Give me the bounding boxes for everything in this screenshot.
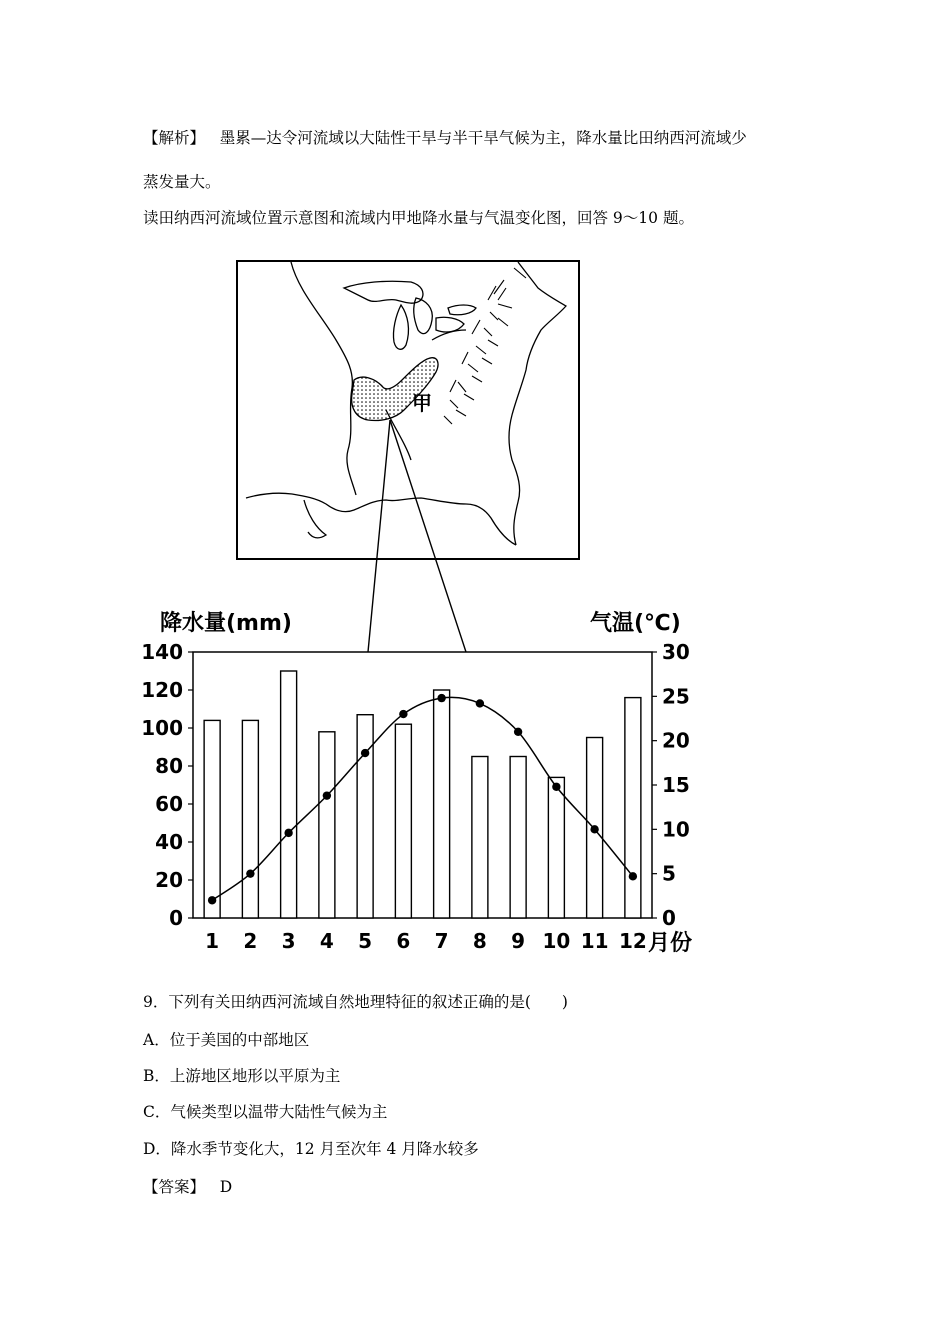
left-tick-label: 120 [141,678,183,702]
precipitation-bar [242,720,258,918]
question-9: 9．下列有关田纳西河流域自然地理特征的叙述正确的是( ) [143,993,568,1011]
precipitation-bar [472,757,488,919]
precipitation-bar [357,715,373,918]
temperature-point [476,699,484,707]
right-tick-label: 20 [662,728,690,753]
option-a: A．位于美国的中部地区 [143,1031,310,1049]
right-tick-label: 0 [662,906,676,930]
x-tick-label: 2 [243,929,258,953]
x-tick-label: 11 [580,929,609,953]
x-tick-label: 7 [434,929,449,953]
temperature-point [208,896,216,904]
plot-frame [193,652,652,918]
left-tick-label: 80 [155,754,183,778]
precipitation-bar [625,698,641,918]
left-axis-title: 降水量(mm) [160,611,292,636]
left-tick-label: 0 [169,906,183,930]
x-axis-unit: 月份 [648,931,693,956]
option-b: B．上游地区地形以平原为主 [143,1067,341,1085]
temperature-point [246,869,254,877]
x-tick-label: 1 [205,929,220,953]
precipitation-bar [510,757,526,919]
right-tick-label: 25 [662,684,690,709]
x-tick-label: 10 [542,929,571,953]
temperature-point [399,710,407,718]
left-tick-label: 140 [141,640,183,664]
map-frame [237,261,579,559]
temperature-point [514,728,522,736]
x-tick-label: 12 [618,929,647,953]
precipitation-bar [204,720,220,918]
place-label-jia: 甲 [412,391,432,415]
temperature-point [437,694,445,702]
right-tick-label: 5 [662,861,676,886]
answer-label: 【答案】 [143,1178,206,1196]
precipitation-bar [434,690,450,918]
analysis-paragraph [143,126,747,148]
left-tick-label: 100 [141,716,183,740]
left-tick-label: 60 [155,792,183,816]
x-tick-label: 9 [511,929,526,953]
precipitation-bar [319,732,335,918]
temperature-point [629,872,637,880]
temperature-point [552,783,560,791]
right-tick-label: 15 [662,773,690,797]
option-d: D．降水季节变化大，12 月至次年 4 月降水较多 [143,1140,479,1158]
temperature-point [361,749,369,757]
plot-area [141,640,690,953]
x-tick-label: 3 [281,929,296,953]
analysis-text-line2: 蒸发量大。 [143,173,221,191]
answer-value: D [219,1178,233,1196]
temperature-point [284,829,292,837]
precipitation-bar [281,671,297,918]
x-tick-label: 5 [358,929,373,953]
option-c: C．气候类型以温带大陆性气候为主 [143,1103,388,1121]
precipitation-temperature-chart [140,600,720,970]
analysis-text-line1: 墨累—达令河流域以大陆性干旱与半干旱气候为主，降水量比田纳西河流域少 [219,129,747,147]
x-tick-label: 6 [396,929,411,953]
left-tick-label: 40 [155,830,183,854]
right-tick-label: 30 [662,640,690,664]
temperature-point [590,825,598,833]
x-tick-label: 8 [472,929,487,953]
left-tick-label: 20 [155,868,183,892]
right-axis-title: 气温(℃) [590,611,681,636]
right-tick-label: 10 [662,817,690,842]
precipitation-bar [395,724,411,918]
temperature-point [323,791,331,799]
temperature-line [212,697,633,900]
tennessee-basin-location-map [236,260,581,562]
question-intro: 读田纳西河流域位置示意图和流域内甲地降水量与气温变化图，回答 9～10 题。 [143,209,694,227]
answer-line [143,1175,232,1197]
analysis-label: 【解析】 [143,129,206,147]
x-tick-label: 4 [319,929,334,953]
precipitation-bar [548,777,564,918]
